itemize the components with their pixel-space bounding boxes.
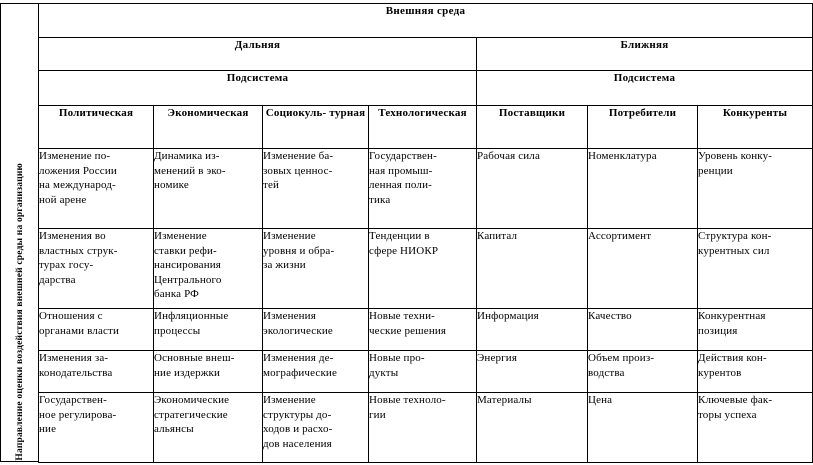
column-header-political — [39, 106, 154, 149]
table-row — [39, 393, 813, 463]
colhead-line: Экономическая — [167, 107, 249, 119]
cell-r0-c4: Рабочая сила — [477, 149, 588, 229]
cell-r4-c2: Изменение структуры до- ходов и расхо- дов населения — [263, 393, 369, 463]
colhead-line: Конкуренты — [722, 107, 788, 119]
column-header-row — [39, 106, 813, 149]
cell-r4-c6: Ключевые фак- торы успеха — [698, 393, 813, 463]
cell-r2-c5: Качество — [588, 309, 698, 351]
cell-r3-c2: Изменения де- мографические — [263, 351, 369, 393]
cell-r0-c5: Номенклатура — [588, 149, 698, 229]
column-header-consumers — [588, 106, 698, 149]
colhead-line: Технологическая — [378, 107, 467, 119]
cell-r3-c0: Изменения за- конодательства — [39, 351, 154, 393]
column-header-technological — [369, 106, 477, 149]
column-header-competitors — [698, 106, 813, 149]
colhead-line: Потребители — [608, 107, 677, 119]
cell-r1-c1: Изменение ставки рефи- нансирования Центрального банка РФ — [154, 229, 263, 309]
cell-r4-c3: Новые техноло- гии — [369, 393, 477, 463]
subsystem-near: Подсистема — [477, 71, 813, 106]
cell-r3-c5: Объем произ- водства — [588, 351, 698, 393]
side-caption-label: Направление оценки воздействия внешней среды на организацию — [14, 163, 25, 461]
cell-r1-c3: Тенденции в сфере НИОКР — [369, 229, 477, 309]
cell-r3-c3: Новые про- дукты — [369, 351, 477, 393]
cell-r4-c4: Материалы — [477, 393, 588, 463]
cell-r2-c2: Изменения экологические — [263, 309, 369, 351]
cell-r1-c0: Изменения во властных струк- турах госу- дарства — [39, 229, 154, 309]
cell-r0-c0: Изменение по- ложения России на международ- ной арене — [39, 149, 154, 229]
column-header-sociocultural — [263, 106, 369, 149]
cell-r1-c6: Структура кон- курентных сил — [698, 229, 813, 309]
band-far: Дальняя — [39, 38, 477, 71]
colhead-line: Политическая — [58, 107, 134, 119]
cell-r2-c0: Отношения с органами власти — [39, 309, 154, 351]
table-row — [39, 149, 813, 229]
external-environment-matrix — [38, 3, 813, 463]
subsystem-far: Подсистема — [39, 71, 477, 106]
column-header-economic — [154, 106, 263, 149]
cell-r3-c1: Основные внеш- ние издержки — [154, 351, 263, 393]
table-title: Внешняя среда — [39, 4, 813, 38]
cell-r3-c6: Действия кон- курентов — [698, 351, 813, 393]
colhead-line: турная — [329, 107, 366, 119]
cell-r4-c5: Цена — [588, 393, 698, 463]
cell-r3-c4: Энергия — [477, 351, 588, 393]
band-row — [39, 38, 813, 71]
cell-r0-c3: Государствен- ная промыш- ленная поли- тика — [369, 149, 477, 229]
cell-r2-c1: Инфляционные процессы — [154, 309, 263, 351]
cell-r2-c3: Новые техни- ческие решения — [369, 309, 477, 351]
table-row — [39, 309, 813, 351]
cell-r0-c6: Уровень конку- ренции — [698, 149, 813, 229]
table-row — [39, 229, 813, 309]
cell-r2-c4: Информация — [477, 309, 588, 351]
cell-r1-c5: Ассортимент — [588, 229, 698, 309]
cell-r1-c2: Изменение уровня и обра- за жизни — [263, 229, 369, 309]
cell-r1-c4: Капитал — [477, 229, 588, 309]
colhead-line: Поставщики — [498, 107, 566, 119]
subsystem-row — [39, 71, 813, 106]
cell-r4-c0: Государствен- ное регулирова- ние — [39, 393, 154, 463]
colhead-line: Социокуль- — [265, 107, 327, 119]
column-header-suppliers — [477, 106, 588, 149]
cell-r0-c2: Изменение ба- зовых ценнос- тей — [263, 149, 369, 229]
cell-r2-c6: Конкурентная позиция — [698, 309, 813, 351]
cell-r4-c1: Экономические стратегические альянсы — [154, 393, 263, 463]
side-caption — [0, 3, 38, 462]
cell-r0-c1: Динамика из- менений в эко- номике — [154, 149, 263, 229]
table-title-row — [39, 4, 813, 38]
band-near: Ближняя — [477, 38, 813, 71]
table-row — [39, 351, 813, 393]
